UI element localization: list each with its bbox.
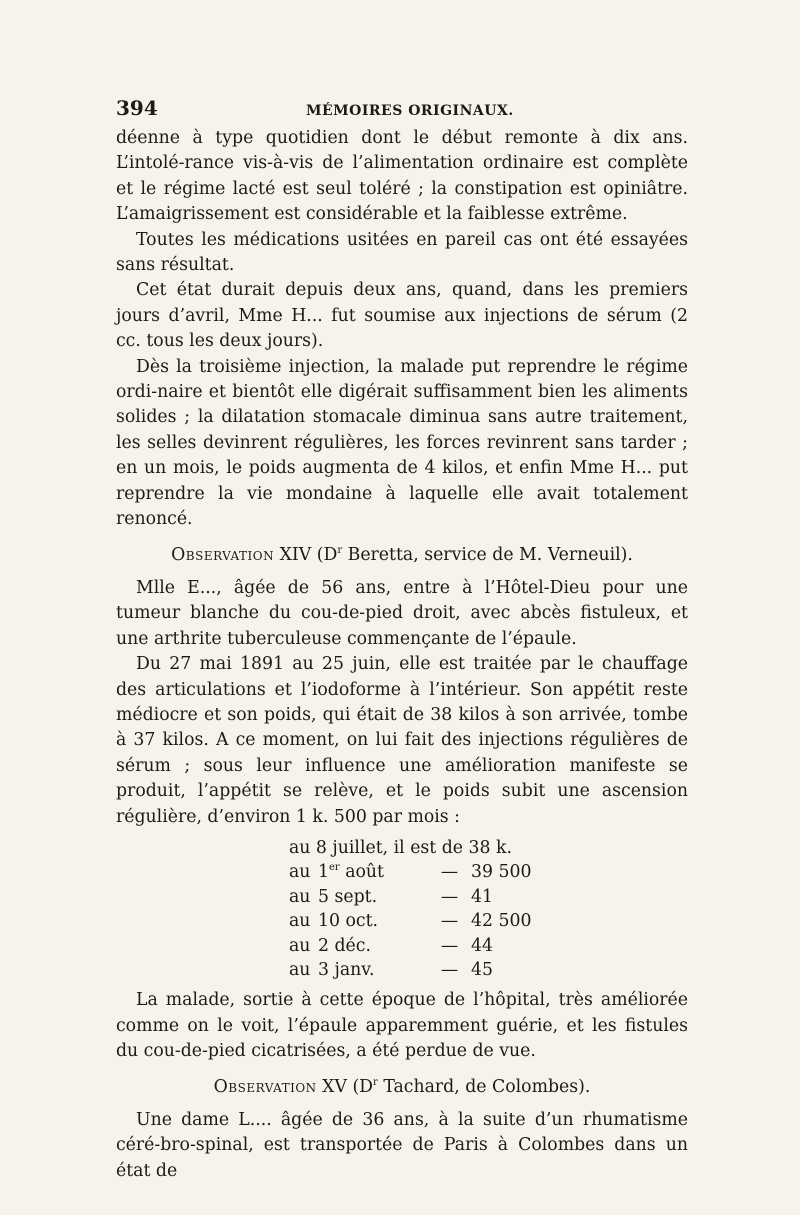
- observation-label: Observation: [213, 1076, 317, 1097]
- observation-14-number: XIV (D: [274, 544, 338, 565]
- weight-date: 3 janv.: [318, 960, 375, 980]
- observation-label: Observation: [171, 544, 275, 565]
- weight-au: au: [289, 911, 311, 932]
- weight-value: 44: [471, 935, 493, 956]
- observation-15-heading: [116, 1075, 688, 1100]
- paragraph-8: Une dame L.... âgée de 36 ans, à la suite d’un rhumatisme céré-bro-spinal, est transportée de Paris à Colombes dans un état de: [116, 1110, 688, 1181]
- weight-dash: —: [440, 960, 459, 980]
- page-header: [116, 96, 688, 120]
- paragraph-6: Du 27 mai 1891 au 25 juin, elle est traitée par le chauffage des articulations et l’iodoforme à l’intérieur. Son appétit reste médiocre et son poids, qui était de 38 kilos à son arrivée, tombe à 37 kilos. A ce moment, on lui fait des injections régulières de sérum ; sous leur influence une amélioration manifeste se produit, l’appétit se relève, et le poids subit une ascension régulière, d’environ 1 k. 500 par mois :: [116, 654, 688, 827]
- paragraph-2: Toutes les médications usitées en pareil cas ont été essayées sans résultat.: [116, 229, 688, 276]
- weight-row: [289, 958, 688, 982]
- weight-value: 39 500: [471, 862, 532, 883]
- weight-value: 45: [471, 960, 493, 980]
- weight-date: 5 sept.: [318, 886, 378, 907]
- weight-date-text: 1: [318, 862, 329, 883]
- weight-row: [289, 885, 688, 909]
- observation-15-number: XV (D: [316, 1076, 374, 1097]
- weight-dash: —: [440, 886, 459, 907]
- weight-value: 42 500: [471, 911, 532, 932]
- observation-15-source: Tachard, de Colombes).: [377, 1076, 591, 1097]
- weight-au: au: [289, 935, 311, 956]
- weight-date: [318, 860, 428, 884]
- observation-14-heading: [116, 543, 688, 568]
- weight-row: [289, 909, 688, 933]
- weight-dash: —: [440, 862, 459, 883]
- weight-date-sup: er: [329, 862, 340, 874]
- doctor-abbrev-sup: r: [337, 544, 343, 556]
- weight-date: 10 oct.: [318, 911, 379, 932]
- weight-au: au: [289, 862, 311, 883]
- weight-date: 2 déc.: [318, 935, 371, 956]
- paragraph-7: La malade, sortie à cette époque de l’hôpital, très améliorée comme on le voit, l’épaule apparemment guérie, et les fistules du cou-de-pied cicatrisées, a été perdue de vue.: [116, 990, 688, 1062]
- weight-row: [289, 934, 688, 958]
- paragraph-1: déenne à type quotidien dont le début remonte à dix ans. L’intolé-rance vis-à-vis de l’alimentation ordinaire est complète et le régime lacté est seul toléré ; la constipation est opiniâtre. L’amaigrissement est considérable et la faiblesse extrême.: [116, 128, 688, 225]
- paragraph-3: Cet état durait depuis deux ans, quand, dans les premiers jours d’avril, Mme H... fut soumise aux injections de sérum (2 cc. tous les deux jours).: [116, 280, 688, 352]
- paragraph-4: Dès la troisième injection, la malade put reprendre le régime ordi-naire et bientôt elle digérait suffisamment bien les aliments solides ; la dilatation stomacale diminua sans autre traitement, les selles devinrent régulières, les forces revinrent sans tarder ; en un mois, le poids augmenta de 4 kilos, et enfin Mme H... put reprendre la vie mondaine à laquelle elle avait totalement renoncé.: [116, 356, 688, 530]
- weight-au: au: [289, 960, 311, 980]
- weight-table: [289, 836, 688, 982]
- paragraph-5: Mlle E..., âgée de 56 ans, entre à l’Hôtel-Dieu pour une tumeur blanche du cou-de-pied droit, avec abcès fistuleux, et une arthrite tuberculeuse commençante de l’épaule.: [116, 577, 688, 649]
- observation-14-source: Beretta, service de M. Verneuil).: [342, 544, 633, 565]
- weight-au: au: [289, 886, 311, 907]
- page-number: 394: [116, 96, 158, 120]
- weight-row: [289, 860, 688, 884]
- weight-dash: —: [440, 911, 459, 932]
- weight-dash: —: [440, 935, 459, 956]
- weight-value: 41: [471, 886, 493, 907]
- doctor-abbrev-sup: r: [373, 1076, 378, 1088]
- weight-row-first: au 8 juillet, il est de 38 k.: [289, 837, 512, 858]
- running-title: MÉMOIRES ORIGINAUX.: [306, 103, 514, 119]
- body-text: [116, 126, 688, 1184]
- weight-date-month: août: [339, 862, 384, 883]
